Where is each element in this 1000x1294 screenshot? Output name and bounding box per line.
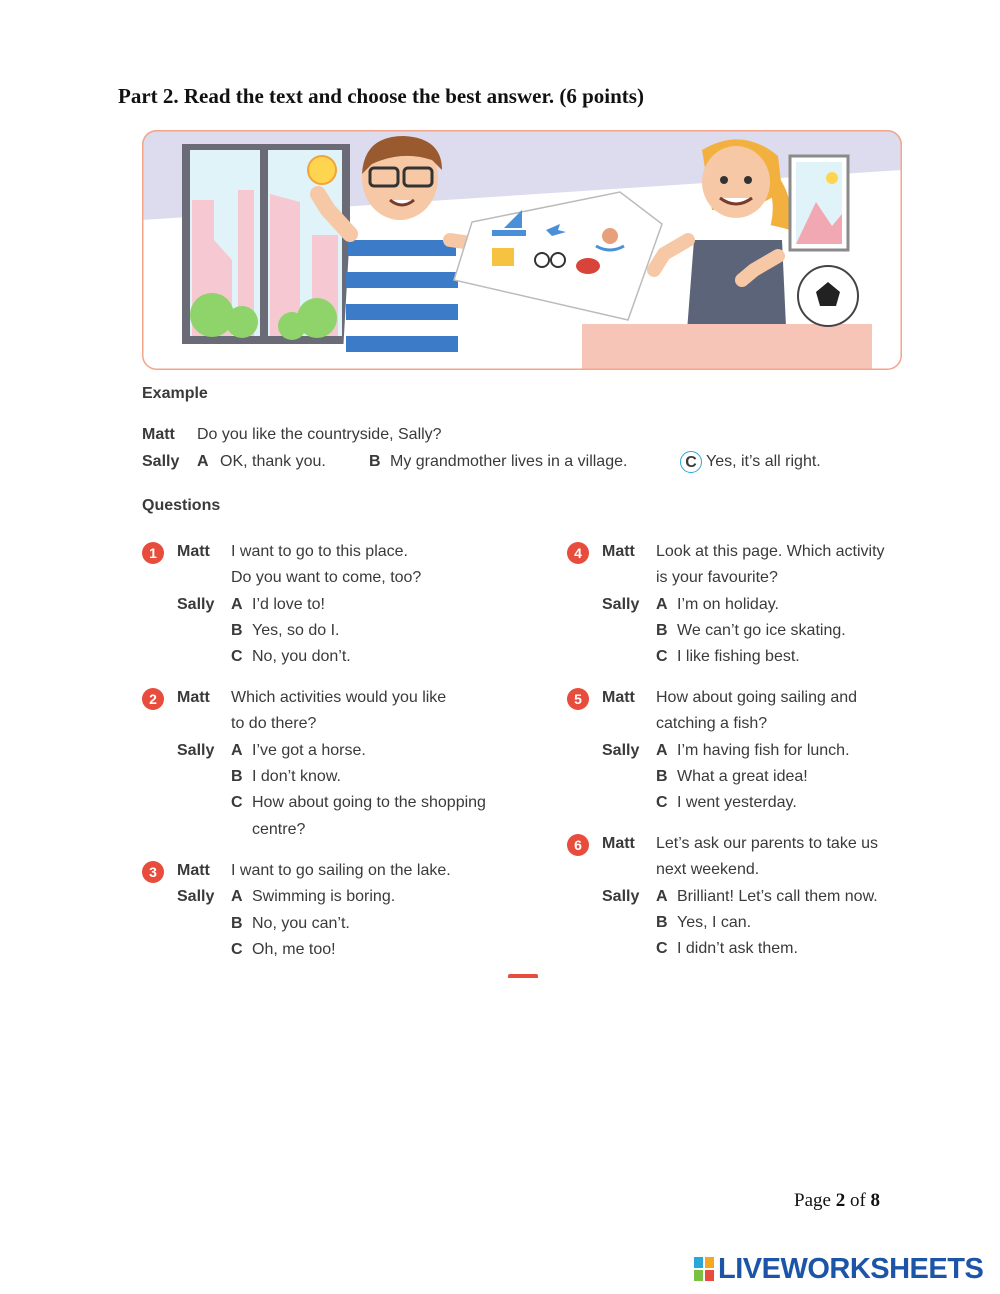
answer-option-letter: C	[656, 940, 668, 958]
question-number-badge: 1	[142, 542, 164, 564]
answer-option-text[interactable]: I’d love to!	[252, 595, 325, 613]
answer-option-letter: C	[231, 940, 243, 958]
question-speaker-matt: Matt	[177, 689, 210, 706]
brand-logo	[694, 1254, 983, 1284]
answer-option-text[interactable]: Swimming is boring.	[252, 888, 396, 906]
part-title: Part 2. Read the text and choose the best answer. (6 points)	[118, 84, 644, 108]
answer-option-letter: C	[231, 794, 243, 812]
example-option-text: My grandmother lives in a village.	[390, 453, 628, 470]
answer-option-letter: A	[231, 741, 243, 759]
answer-option-text[interactable]: No, you can’t.	[252, 914, 350, 932]
page-total: 8	[870, 1190, 881, 1211]
question-text-line: I want to go sailing on the lake.	[231, 862, 451, 879]
page-of: of	[849, 1190, 866, 1211]
question-text-line: catching a fish?	[656, 715, 768, 733]
liveworksheets-logo-icon	[694, 1257, 714, 1281]
answer-option-letter: A	[656, 595, 668, 613]
answer-option-text[interactable]: I don’t know.	[252, 767, 341, 785]
example-option-letter: B	[369, 453, 381, 470]
desk	[582, 324, 872, 370]
answer-option-text[interactable]: I’ve got a horse.	[252, 741, 366, 759]
question-text-line: is your favourite?	[656, 569, 778, 587]
answer-option-text[interactable]: How about going to the shopping	[252, 794, 486, 812]
answer-option-text[interactable]: I didn’t ask them.	[677, 940, 798, 958]
question-speaker-matt: Matt	[602, 543, 635, 560]
answer-option-text[interactable]: Yes, so do I.	[252, 621, 340, 639]
answer-option-text[interactable]: I like fishing best.	[677, 648, 800, 666]
football-icon	[798, 266, 858, 326]
answer-option-letter: A	[231, 595, 243, 613]
question-speaker-matt: Matt	[177, 543, 210, 560]
answer-option-letter: B	[231, 621, 243, 639]
question-speaker-matt: Matt	[602, 835, 635, 852]
answer-option-letter: B	[656, 767, 668, 785]
question-speaker-sally: Sally	[602, 595, 640, 613]
page-number	[794, 1190, 880, 1212]
sun-icon	[308, 156, 336, 184]
questions-heading: Questions	[142, 497, 221, 514]
question-text-line: I want to go to this place.	[231, 543, 408, 560]
answer-option-text[interactable]: I went yesterday.	[677, 794, 797, 812]
page-current: 2	[835, 1190, 846, 1211]
question-speaker-sally: Sally	[177, 741, 215, 759]
answer-option-text[interactable]: We can’t go ice skating.	[677, 621, 846, 639]
answer-option-text[interactable]: Oh, me too!	[252, 940, 336, 958]
example-speaker-matt: Matt	[142, 426, 175, 443]
answer-option-letter: C	[231, 648, 243, 666]
page-word: Page	[794, 1190, 831, 1211]
example-heading: Example	[142, 385, 208, 402]
example-speaker-sally: Sally	[142, 453, 180, 470]
question-speaker-sally: Sally	[177, 888, 215, 906]
answer-option-text[interactable]: No, you don’t.	[252, 648, 351, 666]
answer-option-text[interactable]: What a great idea!	[677, 767, 808, 785]
question-text-line: Which activities would you like	[231, 689, 447, 706]
example-answer-circle	[680, 451, 702, 473]
question-speaker-sally: Sally	[177, 595, 215, 613]
answer-option-letter: C	[656, 648, 668, 666]
answer-option-text[interactable]: Yes, I can.	[677, 913, 752, 931]
answer-option-letter: C	[656, 794, 668, 812]
brand-name: LIVEWORKSHEETS	[718, 1252, 984, 1285]
question-number-badge: 5	[567, 688, 589, 710]
example-option-letter-circled: C	[680, 451, 702, 473]
question-speaker-matt: Matt	[177, 862, 210, 879]
window	[182, 144, 350, 344]
question-text-line: to do there?	[231, 715, 317, 733]
example-option-letter: A	[197, 453, 209, 470]
answer-option-letter: A	[656, 887, 668, 905]
question-speaker-matt: Matt	[602, 689, 635, 706]
question-speaker-sally: Sally	[602, 741, 640, 759]
question-text-line: Do you want to come, too?	[231, 569, 422, 587]
framed-picture	[790, 156, 848, 250]
answer-option-letter: B	[656, 621, 668, 639]
decorative-mark	[508, 974, 538, 978]
answer-option-letter: B	[231, 914, 243, 932]
question-text-line: Look at this page. Which activity	[656, 543, 885, 560]
question-number-badge: 3	[142, 861, 164, 883]
answer-option-text[interactable]: centre?	[252, 820, 306, 838]
question-number-badge: 4	[567, 542, 589, 564]
question-number-badge: 2	[142, 688, 164, 710]
question-speaker-sally: Sally	[602, 887, 640, 905]
question-text-line: Let’s ask our parents to take us	[656, 835, 879, 852]
example-option-text: Yes, it’s all right.	[706, 453, 821, 470]
answer-option-letter: B	[656, 913, 668, 931]
scene-illustration	[142, 130, 902, 370]
example-option-text: OK, thank you.	[220, 453, 326, 470]
question-number-badge: 6	[567, 834, 589, 856]
example-question: Do you like the countryside, Sally?	[197, 426, 442, 443]
answer-option-letter: A	[231, 888, 243, 906]
answer-option-text[interactable]: I’m having fish for lunch.	[677, 741, 850, 759]
answer-option-text[interactable]: Brilliant! Let’s call them now.	[677, 887, 878, 905]
answer-option-letter: A	[656, 741, 668, 759]
answer-option-letter: B	[231, 767, 243, 785]
answer-option-text[interactable]: I’m on holiday.	[677, 595, 779, 613]
question-text-line: next weekend.	[656, 861, 760, 879]
question-text-line: How about going sailing and	[656, 689, 858, 706]
